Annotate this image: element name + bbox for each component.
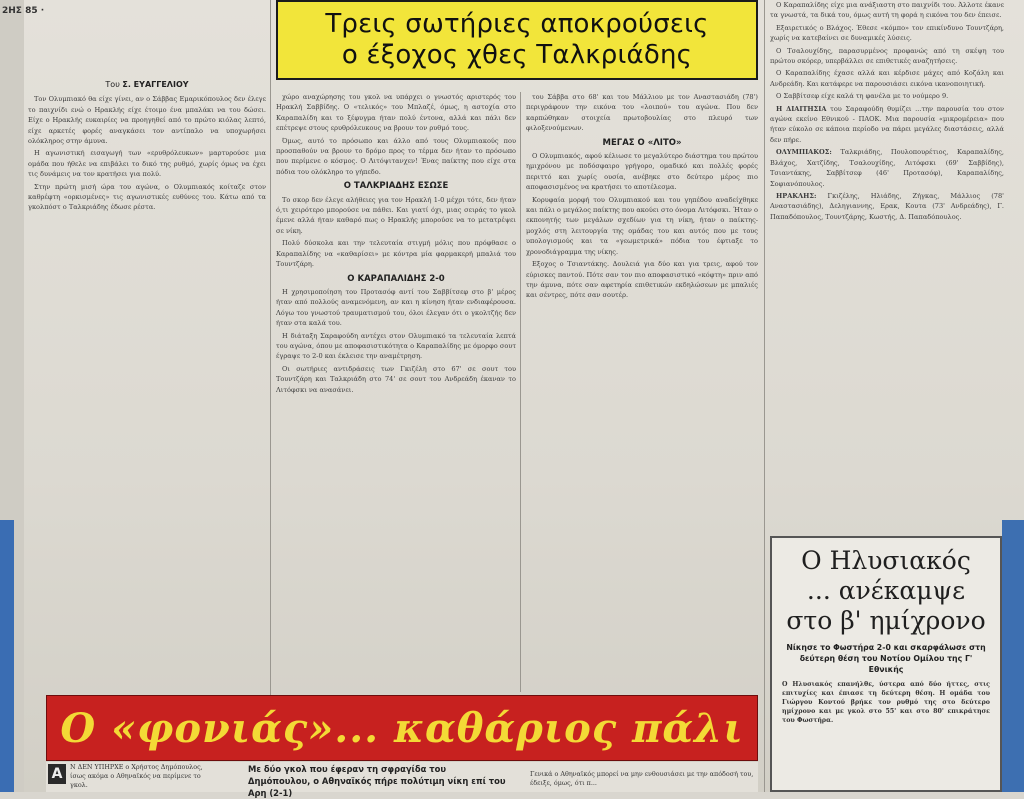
paragraph: Εξαιρετικός ο Βλάχος. Έθεσε «κόμπο» τον επικίνδυνο Τουντζάρη, χωρίς να κατεβαίνει σε δυναμικές λύσεις.: [770, 23, 1004, 43]
subheading-talkriadis: Ο ΤΑΛΚΡΙΑΔΗΣ ΕΣΩΣΕ: [343, 181, 449, 192]
column-2: [276, 92, 516, 692]
side-title: [772, 546, 1000, 636]
subheading-megas-lito: ΜΕΓΑΣ Ο «ΛΙΤΟ»: [602, 137, 682, 148]
column-rule: [270, 0, 271, 792]
paragraph: Πολύ δύσκολα και την τελευταία στιγμή μόλις που πρόφθασε ο Καραπαλίδης να «καθαρίσει» με κόντρα μία φαρμακερή μπαλιά του Τουντζάρη.: [276, 239, 516, 269]
drop-cap: Α: [48, 764, 66, 784]
paragraph: Στην πρώτη μισή ώρα του αγώνα, ο Ολυμπιακός κοίταζε στον καθρέφτη «ορκισμένες» τις αγωνιστικές ευθύνες του. Κάτω από τα γκολπόστ ο Ταλκριάδης έδωσε ρέστα.: [28, 182, 266, 212]
paragraph: Ο Σαββίτσεφ είχε καλά τη φανέλα με το νούμερο 9.: [776, 92, 949, 101]
banner-text: Ο «φονιάς»... καθάριος πάλι: [60, 704, 744, 752]
side-title-line-2: ... ανέκαμψε: [806, 576, 966, 605]
paragraph: χώρο αναχώρησης του γκολ να υπάρχει ο γνωστός αριστερός του Ηρακλή Σαββίδης. Ο «τελικός» του Μπλαζέ, όμως, η αστοχία στο Καραπαλίδη και το ξέφυγμα ήταν πολύ έντονα, αλλά και πάλι δεν επέτρεψε στους ερυθρόλευκους να βρουν τον ρυθμό τους.: [276, 93, 516, 133]
main-headline: [276, 0, 758, 80]
byline: [28, 80, 266, 90]
headline-line-2: ο έξοχος χθες Ταλκριάδης: [341, 40, 693, 70]
paragraph: Ο Καραπαλίδης είχε μια ανάξιαστη στο παιχνίδι του. Άλλοτε έκανε τα γνωστά, τα δικά του, όμως αυτή τη φορά η εικόνα του δεν έπεισε.: [770, 1, 1004, 20]
side-title-line-3: στο β' ημίχρονο: [786, 606, 986, 635]
lineup-label: ΗΡΑΚΛΗΣ:: [776, 191, 817, 200]
byline-author: Σ. ΕΥΑΓΓΕΛΙΟΥ: [122, 80, 189, 89]
bottom-subheadline: Με δύο γκολ που έφεραν τη σφραγίδα του Δημόπουλου, ο Αθηναϊκός πήρε πολύτιμη νίκη επί του Αρη (2-1): [248, 764, 506, 798]
bottom-text-left: Ν ΔΕΝ ΥΠΗΡΧΕ ο Χρήστος Δημόπουλος, ίσως ακόμα ο Αθηναϊκός να περίμενε το γκολ.: [70, 763, 203, 789]
bottom-text-right: Γενικά ο Αθηναϊκός μπορεί να μην ενθουσιάσει με την απόδοσή του, έδειξε, όμως, ότι π...: [530, 770, 754, 787]
byline-prefix: Του: [105, 80, 120, 89]
paragraph: Η χρησιμοποίηση του Προτασόφ αντί του Σαββίτσεφ στο β' μέρος ήταν από πολλούς αναμενόμενη, αν και η κίνηση ήταν ενδιαφέρουσα. Λόγω του γνωστού τραυματισμού του, όλοι έλεγαν ότι ο γκολτζής δεν ήταν στα καλά του.: [276, 287, 516, 328]
subheading-karapalidis: Ο ΚΑΡΑΠΑΛΙΔΗΣ 2-0: [347, 273, 445, 284]
side-title-line-1: Ο Ηλυσιακός: [801, 546, 971, 575]
paragraph: Κορυφαία μορφή του Ολυμπιακού και του γηπέδου αναδείχθηκε και πάλι ο μεγάλος παίκτης που ακούει στο όνομα Λιτόφσκι. Ήταν ο εκπονητής των μεγάλων σχεδίων για τη νίκη, ήταν ο παίκτης-μοχλός στη λειτουργία της ομάδας του και αυτός που με τους υπολογισμούς και τα «γεωμετρικά» πόδια του έφτιαξε το χρονοδιάγραμμα της νίκης.: [526, 195, 758, 256]
paragraph: Η διάταξη Σαραφούδη αντέχει στον Ολυμπιακό τα τελευταία λεπτά του αγώνα, όπου με αποφασιστικότητα ο Καραπαλίδης με όμορφο σουτ έγραψε το 2-0 και έκλεισε την αναμέτρηση.: [276, 331, 516, 361]
paragraph: Ο Τσαλουχίδης, παρασυρμένος προφανώς από τη σκέψη του πρώτου σκόρερ, υπερβάλλει σε επιθετικές αναζητήσεις.: [770, 46, 1004, 66]
paragraph: Η αγωνιστική εισαγωγή των «ερυθρόλευκων» μαρτυρούσε μια ομάδα που ήθελε να επιβάλει το δικό της ρυθμό, χωρίς όμως να έχει τις δυνάμεις να τον κρατήσει για πολύ.: [28, 149, 266, 179]
side-text: Ο Ηλυσιακός επανήλθε, ύστερα από δύο ήττες, στις επιτυχίες και έπιασε τη δεύτερη θέση. Η ομάδα του Γιώργου Κοντού βρήκε τον ρυθμό της στο δεύτερο ημίχρονο και με γκολ στο 55' και στο 80' επικράτησε του Φωστήρα.: [782, 681, 990, 724]
column-3: [526, 92, 758, 692]
side-subtitle: Νίκησε το Φωστήρα 2-0 και σκαρφάλωσε στη δεύτερη θέση του Νοτίου Ομίλου της Γ' Εθνικής: [786, 643, 986, 674]
paragraph: του Σάββα στο 68' και του Μάλλιου με τον Αναστασιάδη (78') περιγράφουν την εικόνα του «λοιπού» του αγώνα. Που δεν καρπώθηκαν στοιχεία πρωτοβουλίας στο πλευρό των φιλοξενούμενων.: [526, 93, 758, 133]
paragraph: Το σκορ δεν έλεγε αλήθειες για τον Ηρακλή 1-0 μέχρι τότε, δεν ήταν ό,τι χειρότερο μπορούσε να πάθει. Και γιατί όχι, μιας σειράς το γκολ έμενε αλλά ήταν καθαρό πως ο Ηρακλής μπορούσε να το μετατρέψει σε νίκη.: [276, 195, 516, 235]
lineup-text: Γκιζέλης, Ηλιάδης, Ζήγκας, Μάλλιος (78' Αναστασιάδης), Δεληγιαννης, Ερακ, Κουτα (73' Ανδρεάδης), Γ. Παπαδόπουλος, Τουντζάρης, Κωστής, Δ. Παπαδόπουλος.: [770, 191, 1004, 221]
right-blue-edge: [1002, 520, 1024, 792]
paragraph: Οι σωτήριες αντιδράσεις των Γκιζέλη στο 67' σε σουτ του Τουντζάρη και Ταλκριάδη στο 74' σε σουτ του Ανδρεάδη έκαναν το Λιτόφσκι να ανασάνει.: [276, 364, 516, 394]
referee-label: Η ΔΙΑΙΤΗΣΙΑ: [776, 104, 827, 113]
column-rule: [764, 0, 765, 792]
lineup-text: Ταλκριάδης, Πουλοπουρέτιος, Καραπαλίδης, Βλάχος, Χατζίδης, Τσαλουχίδης, Λιτόφσκι (69' Σαββίδης), Τσιαντάκης, Σαββίτσεφ (46' Προτασόφ), Καραπαλίδης, Σοφιανόπουλος.: [770, 148, 1004, 188]
side-article-box: [770, 536, 1002, 792]
headline-line-1: Τρεις σωτήριες αποκρούσεις: [325, 9, 709, 39]
paragraph: Τον Ολυμπιακό θα είχε γίνει, αν ο Σάββας Εμαρικόπουλος δεν έλεγε το παιχνίδι ενώ ο Ηρακλής είχε έτοιμο ένα μπαλάκι να του δώσει. Είχε ο Ηρακλής ευκαιρίες να προηγηθεί από το πρώτο κιόλας λεπτό, είχε αρκετές φορές αναγκάσει τον αντίπαλο να υποχωρήσει ολόκληρος στην άμυνα.: [28, 95, 266, 146]
column-rule: [520, 92, 521, 692]
column-4: [770, 0, 1004, 530]
masthead-fragment: 2ΗΣ 85 ·: [2, 6, 45, 16]
referee-paragraph: [770, 104, 1004, 146]
column-1: [28, 0, 266, 792]
lineup-label: ΟΛΥΜΠΙΑΚΟΣ:: [776, 148, 832, 157]
referee-text: του Σαραφούδη θυμίζει ...την παρουσία του στον αγώνα εκείνο Εθνικού - ΠΑΟΚ. Μια παρουσία «μικρομέρεια» που ήταν εύκολο σε κάποια περίοδο να πάρει μεγάλες διαστάσεις, αλλά δεν πήρε.: [770, 104, 1004, 144]
paragraph: Ο Καραπαλίδης έχασε αλλά και κέρδισε μάχες από Κοζάλη και Ανδρεάδη. Και κατάφερε να παρουσιάσει εικόνα ικανοποιητική.: [770, 69, 1004, 88]
paragraph: Όμως, αυτό το πρόσωπο και άλλο από τους Ολυμπιακούς που προσπαθούν να βρουν το δρόμο προς το τέρμα δεν ήταν το πρόσωπο που περίμενε ο κόσμος. Ο Λιτόψιτανχεν! Ένας παίκτης που είχε στα πόδια του ολόκληρο το γήπεδο.: [276, 136, 516, 176]
lineup-olympiakos: [770, 147, 1004, 189]
left-blue-edge: [0, 520, 14, 792]
paragraph: Εξοχος ο Τσιαντάκης. Δουλειά για δύο και για τρεις, αφού τον εύρισκες παντού. Πότε σαν τον πιο αποφασιστικό «κόφτη» πριν από την άμυνα, πότε σαν αφετηρία επιθετικών εκδηλώσεων με μπαλιές και σέντρες, πότε σαν σουτέρ.: [526, 260, 758, 300]
paragraph: Ο Ολυμπιακός, αφού κέλιωσε το μεγαλύτερο διάστημα του πρώτου ημιχρόνου με ποδόσφαιρο γρήγορο, ομαδικό και πολλές φορές περιττό και χωρίς ουσία, ανέβηκε στο δεύτερο μέρος πιο αποφασισμένος να κρατήσει το αποτέλεσμα.: [526, 152, 758, 192]
lineup-iraklis: [770, 191, 1004, 222]
red-headline-banner: [46, 695, 758, 761]
